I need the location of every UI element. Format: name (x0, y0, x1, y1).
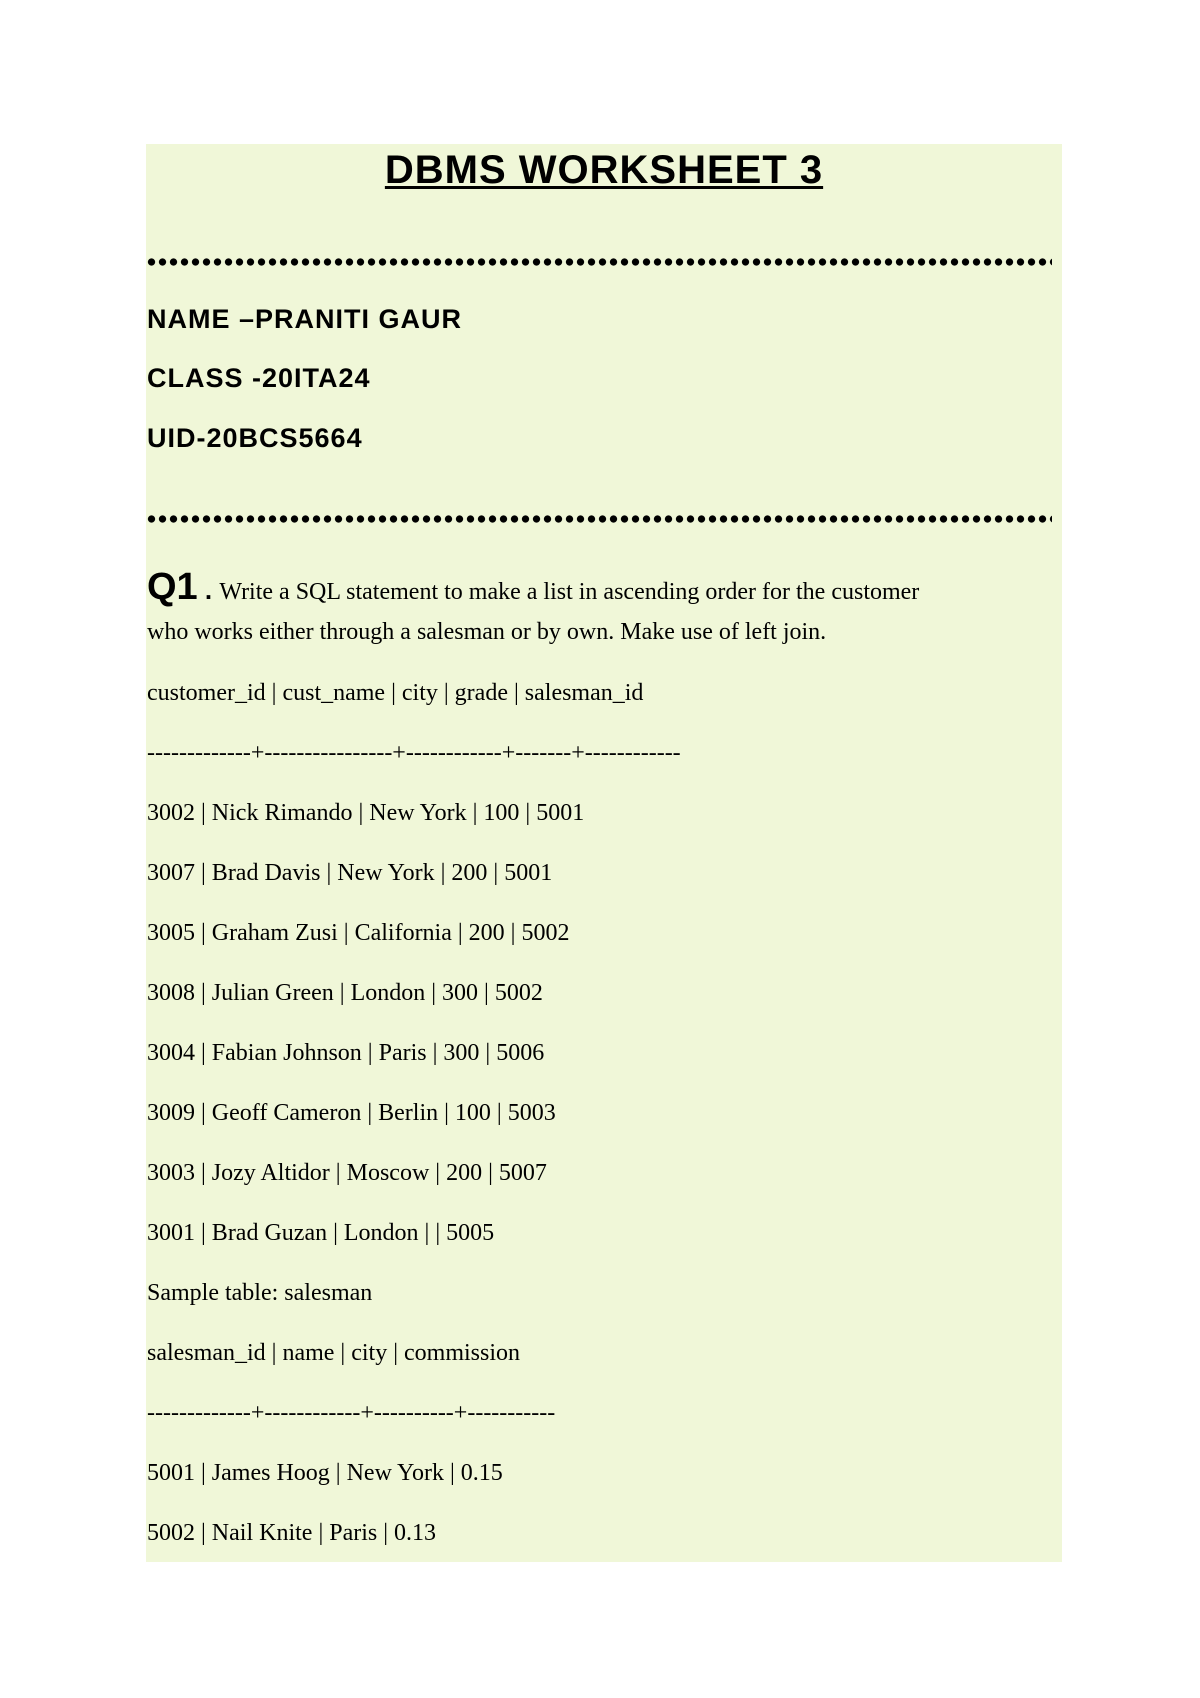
student-class: CLASS -20ITA24 (147, 363, 371, 393)
customer-row: 3004 | Fabian Johnson | Paris | 300 | 5006 (147, 1040, 545, 1066)
question-line-1 (147, 566, 919, 609)
dotted-divider-bottom (146, 514, 1052, 524)
customer-row: 3003 | Jozy Altidor | Moscow | 200 | 5007 (147, 1160, 547, 1186)
dotted-divider-top (146, 257, 1052, 267)
question-text-line2: who works either through a salesman or by own. Make use of left join. (147, 619, 827, 645)
customer-row: 3008 | Julian Green | London | 300 | 5002 (147, 980, 543, 1006)
customer-row: 3005 | Graham Zusi | California | 200 | 5002 (147, 920, 570, 946)
salesman-table-caption: Sample table: salesman (147, 1280, 373, 1306)
question-label: Q1 (147, 566, 198, 608)
customer-table-divider: -------------+----------------+------------+-------+------------ (147, 740, 681, 766)
worksheet-title: DBMS WORKSHEET 3 (384, 148, 824, 192)
question-separator: . (197, 575, 220, 605)
question-text-line1: Write a SQL statement to make a list in ascending order for the customer (219, 579, 920, 605)
customer-row: 3009 | Geoff Cameron | Berlin | 100 | 5003 (147, 1100, 556, 1126)
customer-row: 3002 | Nick Rimando | New York | 100 | 5001 (147, 800, 585, 826)
student-uid: UID-20BCS5664 (147, 423, 363, 453)
customer-row: 3007 | Brad Davis | New York | 200 | 5001 (147, 860, 553, 886)
customer-table-header: customer_id | cust_name | city | grade | salesman_id (147, 680, 644, 706)
salesman-table-header: salesman_id | name | city | commission (147, 1340, 521, 1366)
salesman-row: 5002 | Nail Knite | Paris | 0.13 (147, 1520, 437, 1546)
customer-row: 3001 | Brad Guzan | London | | 5005 (147, 1220, 495, 1246)
salesman-row: 5001 | James Hoog | New York | 0.15 (147, 1460, 503, 1486)
salesman-table-divider: -------------+------------+----------+----------- (147, 1400, 556, 1426)
student-name: NAME –PRANITI GAUR (147, 304, 463, 334)
